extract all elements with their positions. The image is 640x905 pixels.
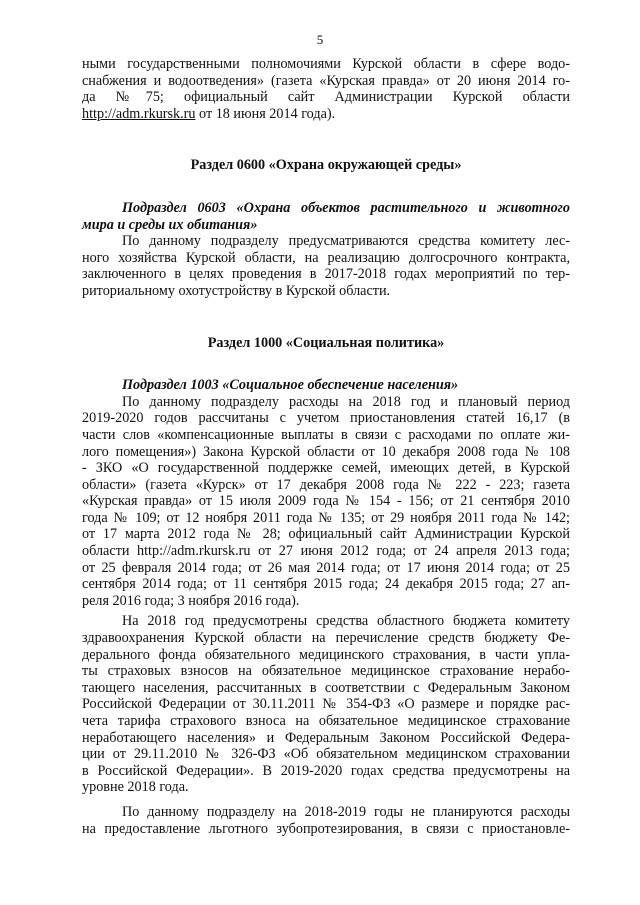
text-line: на предоставление льготного зубопротезирования, в связи с приостановле- [82, 820, 570, 837]
text-line: Российской Федерации от 30.11.2011 № 354-ФЗ «О размере и порядке рас- [82, 696, 570, 713]
section-1000-paragraph-1 [82, 394, 570, 610]
section-0600-title: Раздел 0600 «Охрана окружающей среды» [190, 157, 462, 174]
text-line: По данному подразделу расходы на 2018 год и плановый период [122, 393, 570, 410]
section-1000-paragraph-2 [82, 613, 570, 796]
text-line: заключенного в целях проведения в 2017-2018 годах мероприятий по тер- [82, 266, 570, 283]
text-line: ного хозяйства Курской области, на реализацию долгосрочного контракта, [82, 249, 570, 266]
section-1000-title: Раздел 1000 «Социальная политика» [207, 334, 445, 351]
link-tail-text: от 18 июня 2014 года). [195, 105, 336, 122]
text-line: По данному подразделу предусматриваются средства комитету лес- [122, 233, 570, 250]
text-line: По данному подразделу на 2018-2019 годы не планируются расходы [122, 803, 570, 820]
page-number: 5 [316, 32, 324, 47]
text-line: дерального фонда обязательного медицинского страхования, в части упла- [82, 646, 570, 663]
text-line: ты страховых взносов на обязательное медицинское страхование нерабо- [82, 663, 570, 680]
text-line: тающего населения, рассчитанных в соответствии с Федеральным Законом [82, 679, 570, 696]
text-line: реля 2016 года; 3 ноября 2016 года). [82, 592, 300, 609]
text-line: чета тарифа страхового взноса на обязательное медицинское страхование [82, 713, 570, 729]
section-1000-paragraph-3 [82, 804, 570, 837]
section-0600-paragraph [82, 233, 570, 299]
text-line: области» (газета «Курск» от 17 декабря 2008 года № 222 - 223; газета [82, 476, 570, 493]
text-line: риториальному охотустройству в Курской области. [82, 282, 391, 299]
text-line: - ЗКО «О государственной поддержке семей, имеющих детей, в Курской [82, 460, 570, 477]
subsection-1003-title: Подраздел 1003 «Социальное обеспечение населения» [122, 377, 459, 394]
site-link[interactable]: http://adm.rkursk.ru [82, 105, 196, 122]
text-line: от 25 февраля 2014 года; от 26 мая 2014 года; от 17 июня 2014 года; от 25 [82, 559, 570, 576]
text-line [82, 106, 570, 123]
text-line: да №75; официальный сайт Администрации Курской области [82, 89, 570, 106]
text-line: неработающего населения» и Федеральным Законом Российской Федера- [82, 729, 570, 746]
text-line: года № 109; от 12 ноября 2011 года № 135; от 29 ноября 2011 года № 142; [82, 509, 570, 526]
text-line: от 17 марта 2012 года № 28; официальный сайт Администрации Курской [82, 526, 570, 543]
text-line: ными государственными полномочиями Курской области в сфере водо- [82, 56, 570, 72]
text-line: области http://adm.rkursk.ru от 27 июня 2012 года; от 24 апреля 2013 года; [82, 543, 570, 560]
text-line: части слов «компенсационные выплаты в связи с расходами по оплате жи- [82, 426, 570, 443]
text-line: ции от 29.11.2010 № 326-ФЗ «Об обязательном медицинском страховании [82, 746, 570, 763]
text-line: здравоохранения Курской области на перечисление средств бюджету Фе- [82, 630, 570, 647]
intro-paragraph [82, 56, 570, 122]
subsection-0603-title: мира и среды их обитания» [82, 216, 258, 233]
text-line: снабжения и водоотведения» (газета «Курская правда» от 20 июня 2014 го- [82, 72, 570, 89]
text-line: в Российской Федерации». В 2019-2020 годах средства предусмотрены на [82, 762, 570, 779]
text-line: лого помещения») Закона Курской области от 10 декабря 2008 года № 108 [82, 443, 570, 460]
text-line: На 2018 год предусмотрены средства областного бюджета комитету [122, 613, 570, 630]
text-line: 2019-2020 годов рассчитаны с учетом приостановления статей 16,17 (в [82, 410, 570, 427]
text-line: сентября 2014 года; от 11 сентября 2015 года; 24 декабря 2015 года; 27 ап- [82, 576, 570, 593]
text-line: уровне 2018 года. [82, 779, 189, 796]
subsection-0603-title: Подраздел 0603 «Охрана объектов растительного и животного [122, 199, 570, 216]
document-body [82, 56, 570, 837]
text-line: «Курская правда» от 15 июля 2009 года № 154 - 156; от 21 сентября 2010 [82, 493, 570, 510]
